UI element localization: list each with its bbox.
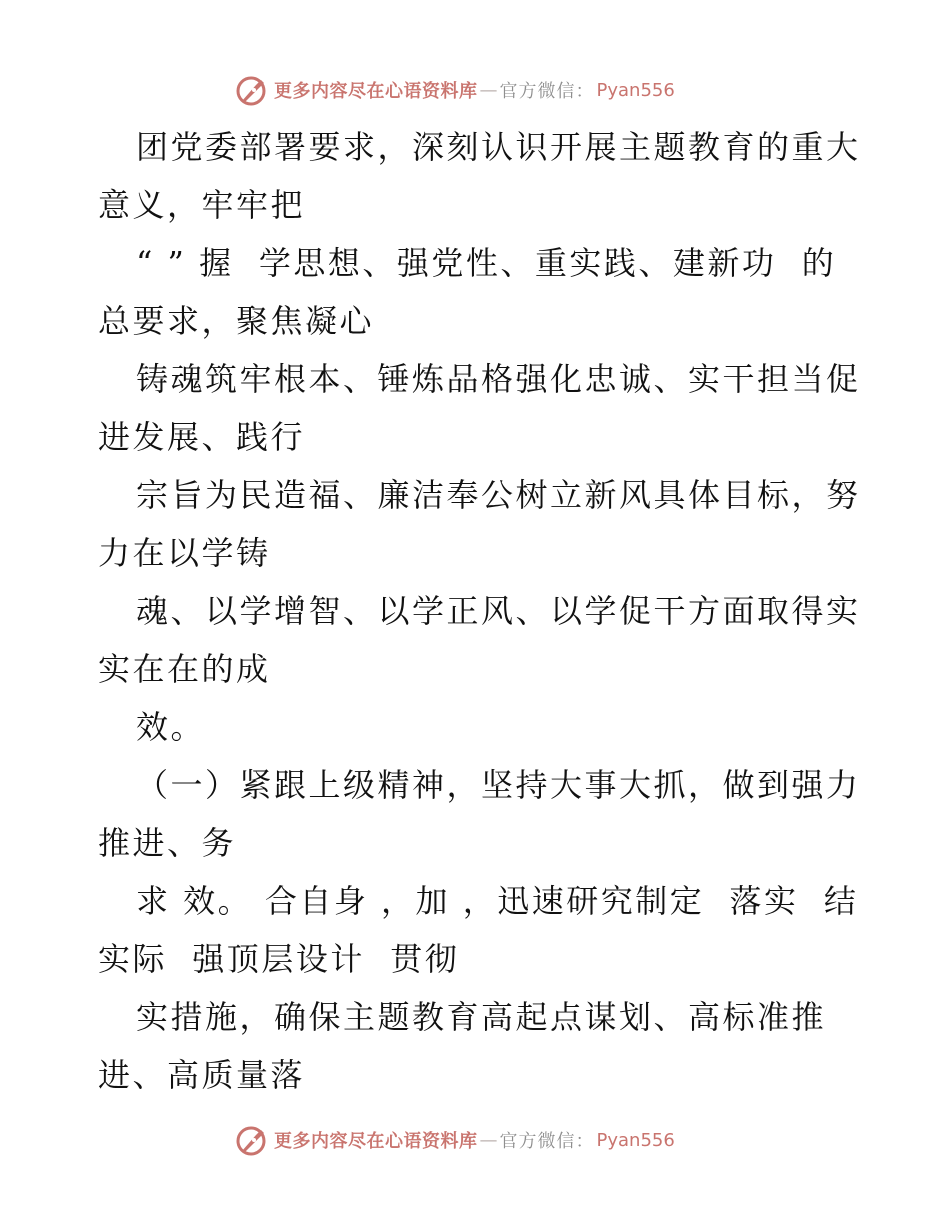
watermark-main-text: 更多内容尽在心语资料库 [274,81,478,102]
text-line: 铸魂筑牢根本、锤炼品格强化忠诚、实干担当促 [136,360,861,398]
text-line: 实措施，确保主题教育高起点谋划、高标准推 [136,998,827,1036]
text-line: 进发展、践行 [98,418,306,456]
text-line: 进、高质量落 [98,1056,306,1094]
text-line: （一）紧跟上级精神，坚持大事大抓，做到强力 [136,766,861,804]
text-line: 力在以学铸 [98,534,271,572]
text-line: 求 效。 合自身 ，加 ，迅速研究制定 落实 结 [136,882,859,920]
text-line: 实际 强顶层设计 贯彻 [98,940,460,978]
watermark-dash: — [479,1129,498,1151]
text-line: 总要求，聚焦凝心 [98,302,375,340]
text-line: 宗旨为民造福、廉洁奉公树立新风具体目标，努 [136,476,861,514]
text-line: “ ” 握 学思想、强党性、重实践、建新功 的 [136,244,837,282]
text-line: 团党委部署要求，深刻认识开展主题教育的重大 [136,128,861,166]
watermark-dash: — [479,79,498,101]
pen-nib-circle-icon [234,1122,270,1158]
watermark-wechat-id: Pyan556 [596,79,675,101]
text-line: 意义，牢牢把 [98,186,306,224]
watermark-main-text: 更多内容尽在心语资料库 [274,1131,478,1152]
document-body [98,118,861,1104]
watermark-footer [234,1122,675,1158]
text-line: 效。 [136,708,206,746]
watermark-header [234,72,675,108]
watermark-official-label: 官方微信： [499,81,595,102]
pen-nib-circle-icon [234,72,270,108]
text-line: 推进、务 [98,824,237,862]
text-line: 魂、以学增智、以学正风、以学促干方面取得实 [136,592,861,630]
text-line: 实在在的成 [98,650,271,688]
watermark-official-label: 官方微信： [499,1131,595,1152]
watermark-wechat-id: Pyan556 [596,1129,675,1151]
